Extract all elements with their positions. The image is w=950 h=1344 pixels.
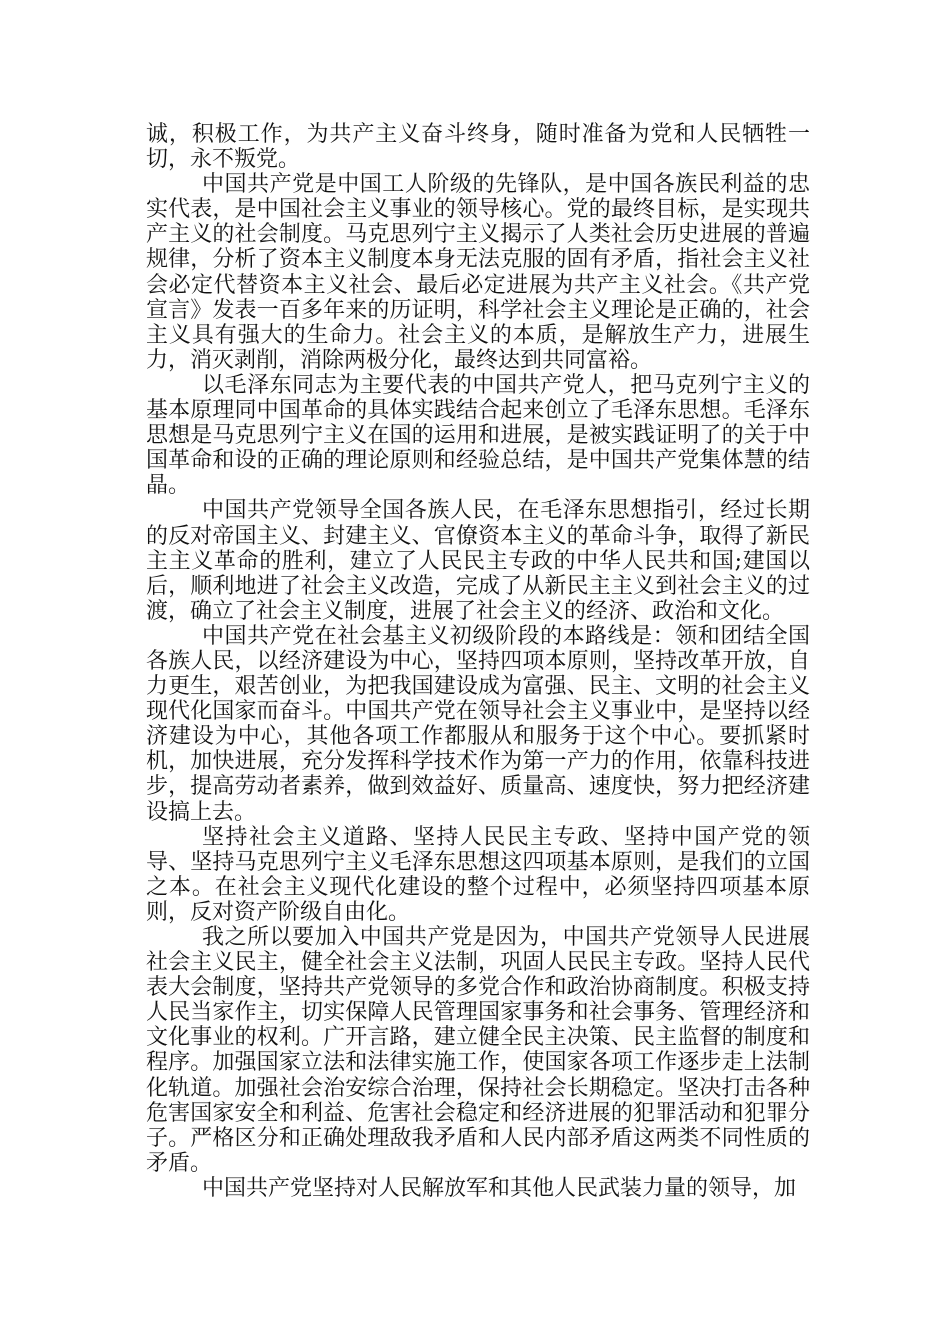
paragraph-5: 中国共产党在社会基主义初级阶段的本路线是：领和团结全国各族人民，以经济建设为中心，坚持四项本原则，坚持改革开放，自力更生，艰苦创业，为把我国建设成为富强、民主、文明的社会主义现代化国家而奋斗。中国共产党在领导社会主义事业中，是坚持以经济建设为中心，其他各项工作都服从和服务于这个中心。要抓紧时机，加快进展，充分发挥科学技术作为第一产力的作用，依靠科技进步，提高劳动者素养，做到效益好、质量高、速度快，努力把经济建设搞上去。 <box>146 623 810 825</box>
document-body <box>146 122 810 1201</box>
paragraph-3: 以毛泽东同志为主要代表的中国共产党人，把马克列宁主义的基本原理同中国革命的具体实践结合起来创立了毛泽东思想。毛泽东思想是马克思列宁主义在国的运用和进展，是被实践证明了的关于中国革命和设的正确的理论原则和经验总结，是中国共产党集体慧的结晶。 <box>146 372 810 499</box>
paragraph-6: 坚持社会主义道路、坚持人民民主专政、坚持中国产党的领导、坚持马克思列宁主义毛泽东思想这四项基本原则，是我们的立国之本。在社会主义现代化建设的整个过程中，必须坚持四项基本原则，反对资产阶级自由化。 <box>146 824 810 925</box>
paragraph-8: 中国共产党坚持对人民解放军和其他人民武装力量的领导，加 <box>202 1175 797 1201</box>
paragraph-4: 中国共产党领导全国各族人民，在毛泽东思想指引，经过长期的反对帝国主义、封建主义、官僚资本主义的革命斗争，取得了新民主主义革命的胜利，建立了人民民主专政的中华人民共和国;建国以后，顺利地进了社会主义改造，完成了从新民主主义到社会主义的过渡，确立了社会主义制度，进展了社会主义的经济、政治和文化。 <box>146 498 810 624</box>
paragraph-1: 诚，积极工作，为共产主义奋斗终身，随时准备为党和人民牺牲一切，永不叛党。 <box>146 122 810 173</box>
paragraph-7: 我之所以要加入中国共产党是因为，中国共产党领导人民进展社会主义民主，健全社会主义法制，巩固人民民主专政。坚持人民代表大会制度，坚持共产党领导的多党合作和政治协商制度。积极支持人民当家作主，切实保障人民管理国家事务和社会事务、管理经济和文化事业的权利。广开言路，建立健全民主决策、民主监督的制度和程序。加强国家立法和法律实施工作，使国家各项工作逐步走上法制化轨道。加强社会治安综合治理，保持社会长期稳定。坚决打击各种危害国家安全和利益、危害社会稳定和经济进展的犯罪活动和犯罪分子。严格区分和正确处理敌我矛盾和人民内部矛盾这两类不同性质的矛盾。 <box>146 925 810 1176</box>
paragraph-2: 中国共产党是中国工人阶级的先锋队，是中国各族民利益的忠实代表，是中国社会主义事业的领导核心。党的最终目标，是实现共产主义的社会制度。马克思列宁主义揭示了人类社会历史进展的普遍规律，分析了资本主义制度本身无法克服的固有矛盾，指社会主义社会必定代替资本主义社会、最后必定进展为共产主义社会。《共产党宣言》发表一百多年来的历证明，科学社会主义理论是正确的，社会主义具有强大的生命力。社会主义的本质，是解放生产力，进展生力，消灭剥削，消除两极分化，最终达到共同富裕。 <box>146 172 810 373</box>
